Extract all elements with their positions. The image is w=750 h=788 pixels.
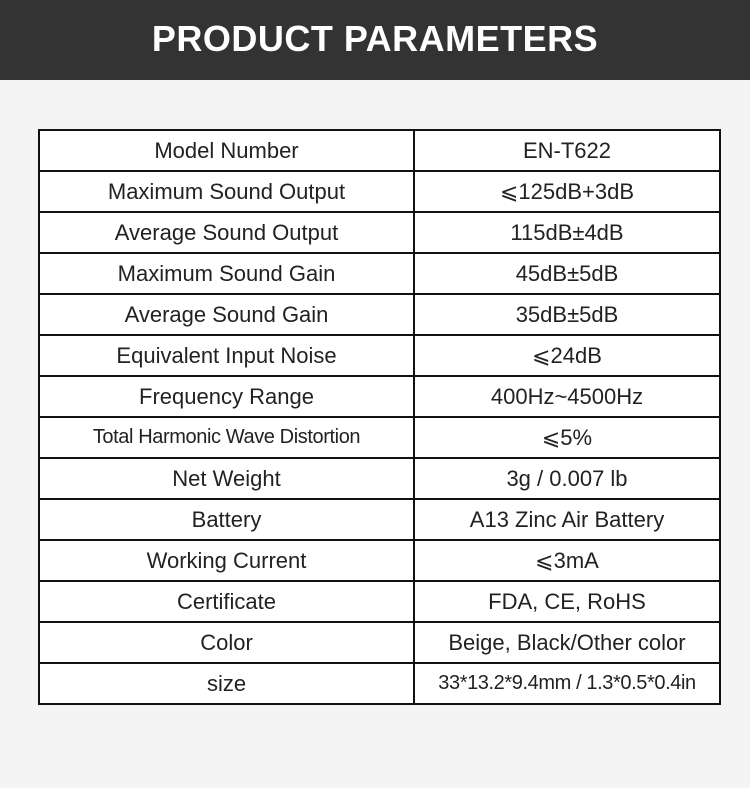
table-row — [39, 376, 720, 417]
param-label: Total Harmonic Wave Distortion — [39, 417, 414, 458]
table-row — [39, 499, 720, 540]
param-label: Battery — [39, 499, 414, 540]
table-row — [39, 335, 720, 376]
param-value: A13 Zinc Air Battery — [414, 499, 720, 540]
param-value: 33*13.2*9.4mm / 1.3*0.5*0.4in — [414, 663, 720, 704]
table-row — [39, 294, 720, 335]
table-row — [39, 253, 720, 294]
param-value: ⩽24dB — [414, 335, 720, 376]
table-row — [39, 622, 720, 663]
param-value: ⩽5% — [414, 417, 720, 458]
table-row — [39, 212, 720, 253]
param-label: Maximum Sound Output — [39, 171, 414, 212]
param-label: Average Sound Gain — [39, 294, 414, 335]
table-row — [39, 663, 720, 704]
param-value: 3g / 0.007 lb — [414, 458, 720, 499]
param-label: Average Sound Output — [39, 212, 414, 253]
param-label: Certificate — [39, 581, 414, 622]
table-row — [39, 130, 720, 171]
param-label: Model Number — [39, 130, 414, 171]
page-title: PRODUCT PARAMETERS — [151, 18, 599, 59]
table-row — [39, 540, 720, 581]
table-row — [39, 581, 720, 622]
table-row — [39, 458, 720, 499]
param-label: Color — [39, 622, 414, 663]
param-value: EN-T622 — [414, 130, 720, 171]
param-label: Net Weight — [39, 458, 414, 499]
param-value: FDA, CE, RoHS — [414, 581, 720, 622]
param-value: ⩽3mA — [414, 540, 720, 581]
param-label: Frequency Range — [39, 376, 414, 417]
param-value: ⩽125dB+3dB — [414, 171, 720, 212]
table-row — [39, 171, 720, 212]
table-row — [39, 417, 720, 458]
param-value: Beige, Black/Other color — [414, 622, 720, 663]
param-label: Working Current — [39, 540, 414, 581]
header-banner — [0, 0, 750, 80]
param-value: 400Hz~4500Hz — [414, 376, 720, 417]
param-label: size — [39, 663, 414, 704]
param-label: Maximum Sound Gain — [39, 253, 414, 294]
product-parameters-table — [38, 129, 721, 705]
param-value: 35dB±5dB — [414, 294, 720, 335]
param-label: Equivalent Input Noise — [39, 335, 414, 376]
param-value: 45dB±5dB — [414, 253, 720, 294]
param-value: 115dB±4dB — [414, 212, 720, 253]
